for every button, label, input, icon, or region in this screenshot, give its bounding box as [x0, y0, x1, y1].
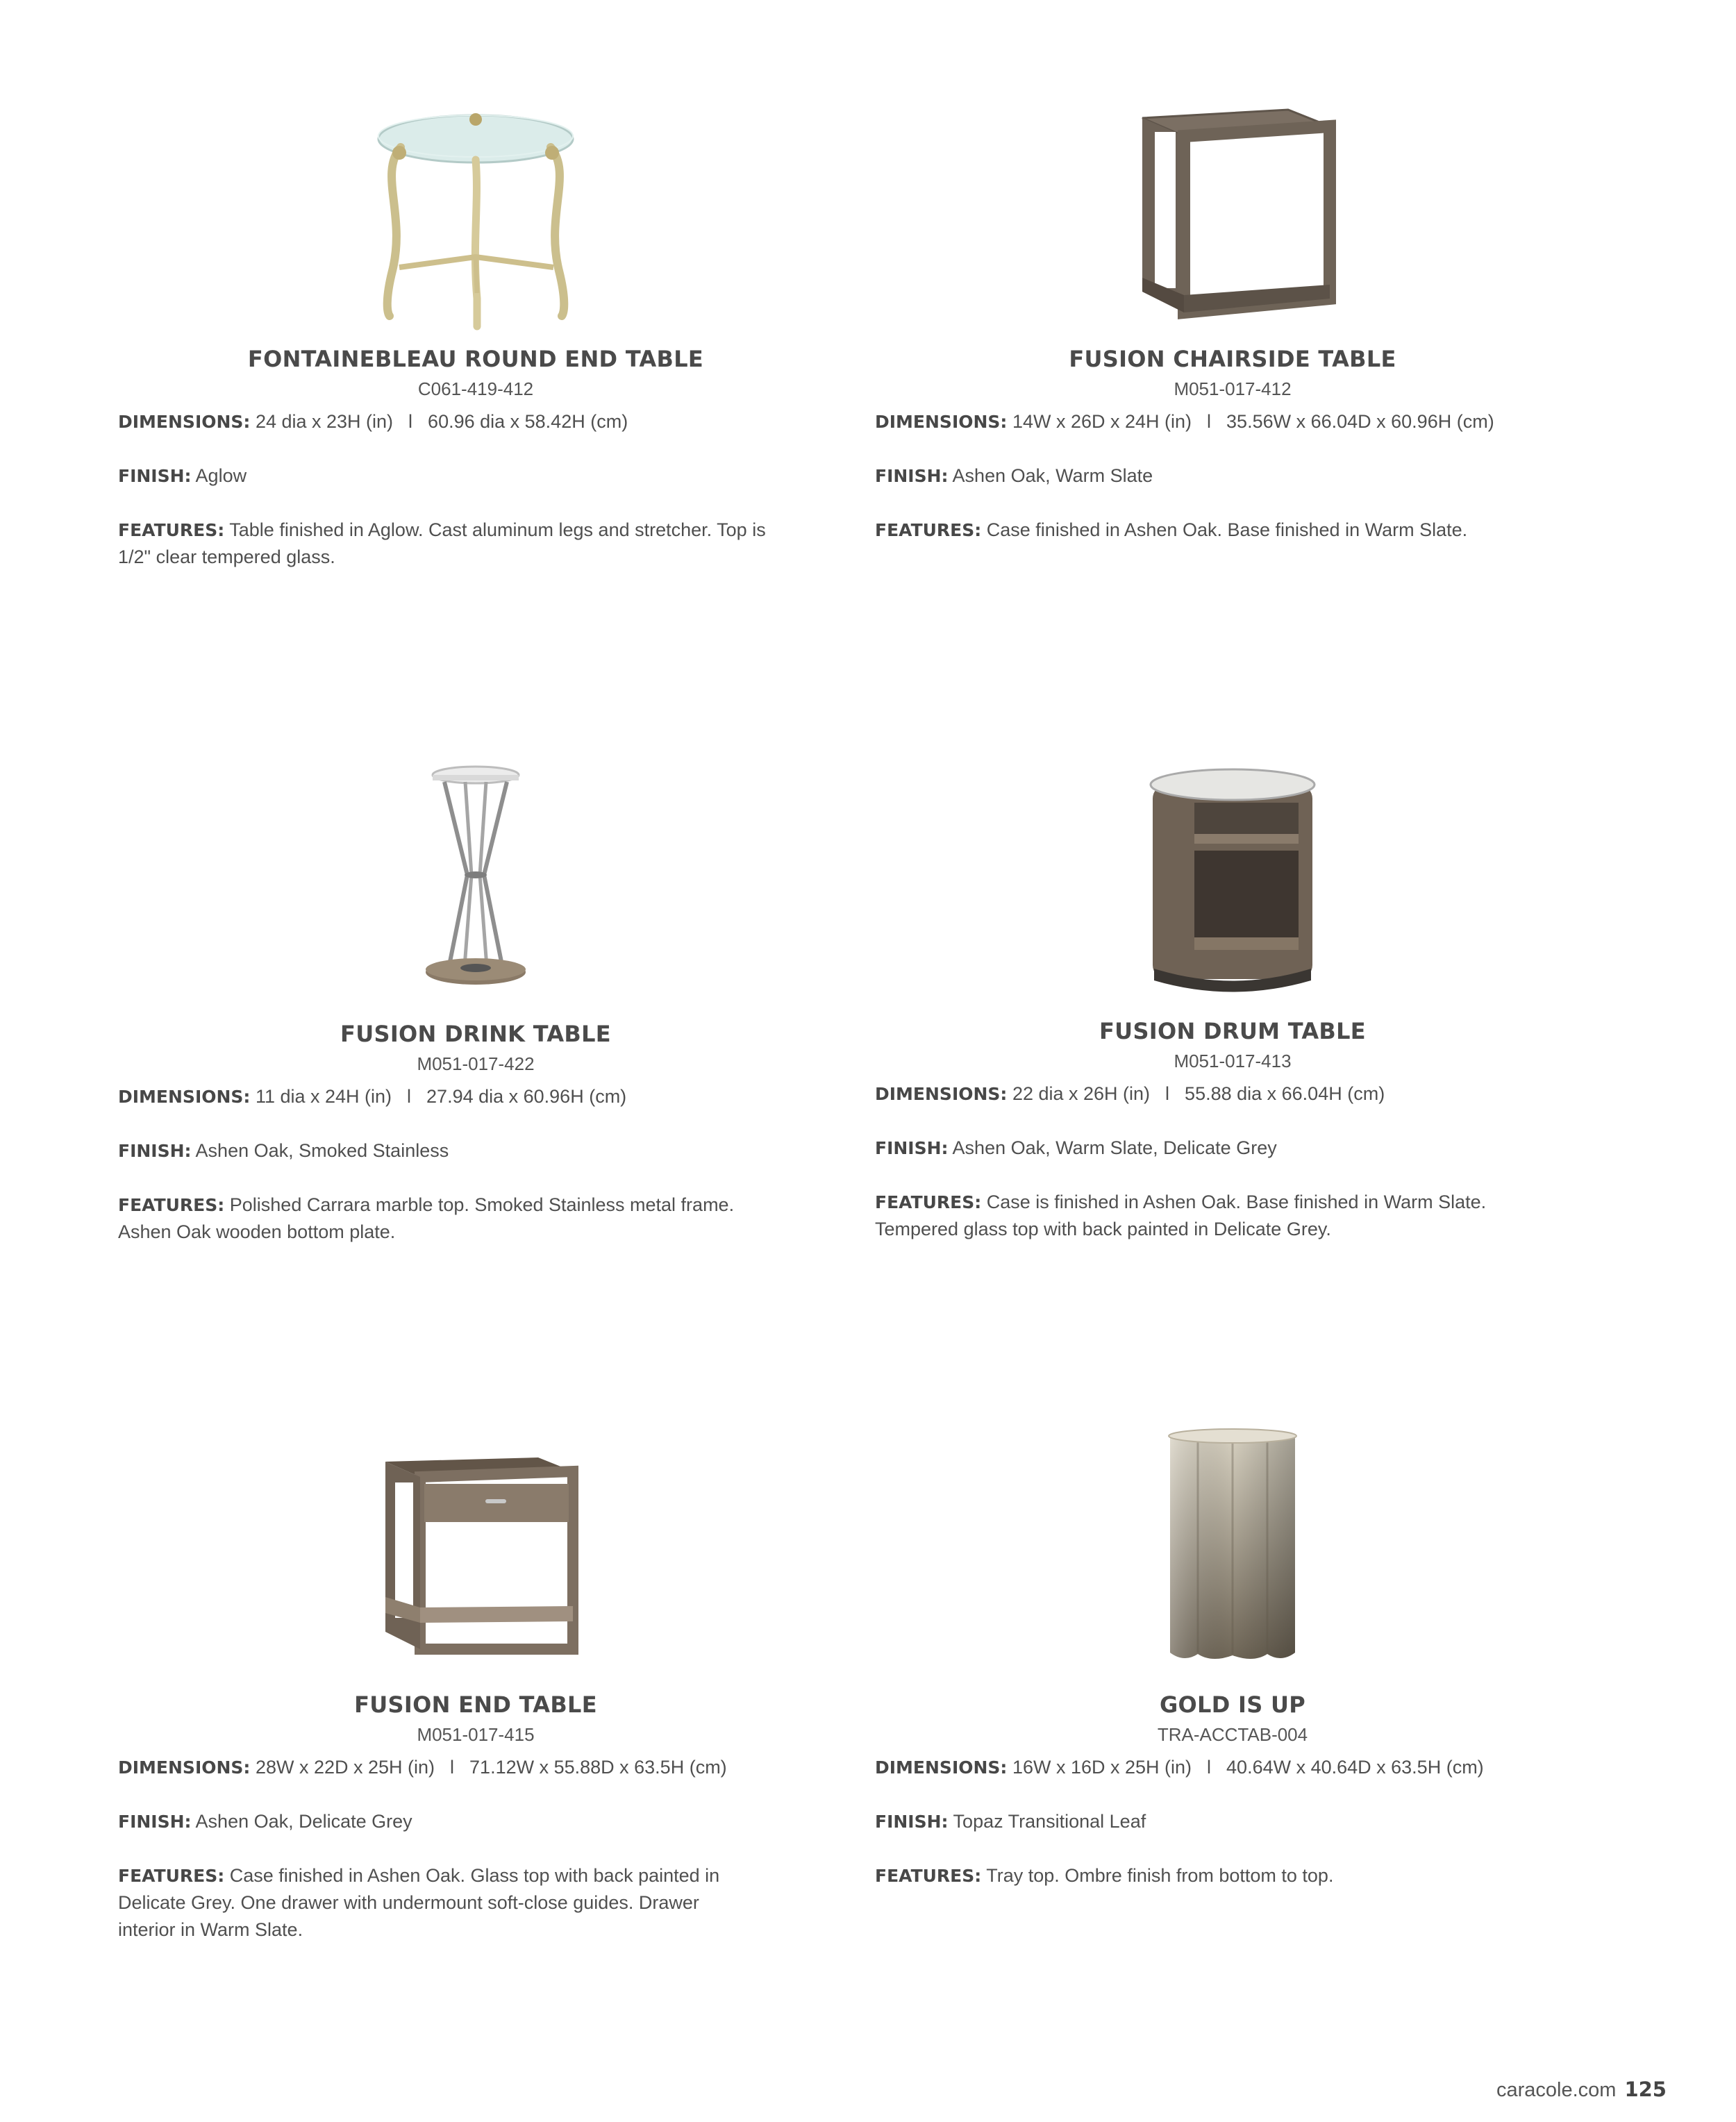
features-text: Tempered glass top with back painted in Delicate Grey.	[875, 1219, 1331, 1239]
finish-label: FINISH:	[875, 1812, 949, 1832]
product-fusion-drum	[875, 764, 1590, 1264]
finish-value: Ashen Oak, Warm Slate	[952, 465, 1153, 486]
product-fusion-chairside	[875, 90, 1590, 590]
finish-row	[875, 1808, 1590, 1835]
dimensions-row	[118, 1754, 833, 1781]
features-text: Case is finished in Ashen Oak. Base finished in Warm Slate.	[986, 1192, 1487, 1212]
glass-round-table-illustration	[358, 90, 594, 333]
features-label: FEATURES:	[875, 520, 982, 540]
dimensions-separator: l	[1165, 1083, 1170, 1104]
product-fontainebleau	[118, 90, 833, 590]
dimensions-in: 11 dia x 24H (in)	[255, 1086, 392, 1107]
product-sku: M051-017-413	[1174, 1051, 1292, 1071]
dimensions-cm: 60.96 dia x 58.42H (cm)	[428, 411, 628, 432]
finish-label: FINISH:	[118, 1812, 192, 1832]
dimensions-label: DIMENSIONS:	[118, 1087, 251, 1107]
finish-label: FINISH:	[118, 1141, 192, 1161]
product-fusion-end	[118, 1448, 833, 1975]
features-row	[875, 517, 1590, 544]
drink-table-illustration	[392, 764, 559, 1000]
features-text: Case finished in Ashen Oak. Glass top with back painted in	[229, 1865, 720, 1886]
finish-label: FINISH:	[875, 466, 949, 486]
finish-value: Topaz Transitional Leaf	[953, 1811, 1146, 1832]
features-text: interior in Warm Slate.	[118, 1919, 303, 1940]
features-text: Case finished in Ashen Oak. Base finished in Warm Slate.	[986, 519, 1468, 540]
features-row	[875, 1862, 1590, 1889]
product-image	[1115, 90, 1351, 333]
dimensions-separator: l	[407, 1086, 412, 1107]
site-link[interactable]: caracole.com	[1496, 2079, 1617, 2101]
dimensions-row	[118, 1083, 833, 1110]
product-gold-is-up	[875, 1423, 1590, 1951]
dimensions-in: 16W x 16D x 25H (in)	[1012, 1757, 1192, 1778]
gold-pedestal-illustration	[1156, 1423, 1309, 1666]
features-row	[875, 1189, 1590, 1243]
features-label: FEATURES:	[118, 520, 225, 540]
product-title: FUSION DRINK TABLE	[340, 1021, 611, 1047]
dimensions-in: 28W x 22D x 25H (in)	[255, 1757, 435, 1778]
finish-value: Ashen Oak, Warm Slate, Delicate Grey	[952, 1137, 1277, 1158]
product-sku: C061-419-412	[417, 378, 534, 399]
product-sku: TRA-ACCTAB-004	[1157, 1724, 1308, 1745]
features-row	[118, 1862, 833, 1944]
finish-row	[875, 462, 1590, 490]
finish-row	[118, 462, 833, 490]
dimensions-separator: l	[408, 411, 413, 432]
product-title: FUSION DRUM TABLE	[1099, 1018, 1366, 1044]
features-label: FEATURES:	[875, 1866, 982, 1886]
finish-row	[118, 1808, 833, 1835]
finish-value: Aglow	[195, 465, 247, 486]
chairside-table-illustration	[1115, 90, 1351, 333]
features-text: Delicate Grey. One drawer with undermount soft-close guides. Drawer	[118, 1892, 699, 1913]
end-table-illustration	[365, 1448, 587, 1656]
product-sku: M051-017-422	[417, 1053, 535, 1074]
dimensions-separator: l	[1207, 411, 1212, 432]
dimensions-label: DIMENSIONS:	[875, 1757, 1008, 1778]
page-number: 125	[1624, 2078, 1667, 2101]
features-text: Table finished in Aglow. Cast aluminum legs and stretcher. Top is	[229, 519, 766, 540]
finish-label: FINISH:	[875, 1138, 949, 1158]
dimensions-separator: l	[1207, 1757, 1212, 1778]
finish-label: FINISH:	[118, 466, 192, 486]
finish-value: Ashen Oak, Delicate Grey	[195, 1811, 412, 1832]
dimensions-in: 14W x 26D x 24H (in)	[1012, 411, 1192, 432]
dimensions-row	[875, 1080, 1590, 1108]
dimensions-row	[875, 408, 1590, 435]
dimensions-separator: l	[450, 1757, 455, 1778]
dimensions-label: DIMENSIONS:	[118, 1757, 251, 1778]
dimensions-cm: 55.88 dia x 66.04H (cm)	[1185, 1083, 1385, 1104]
product-title: GOLD IS UP	[1159, 1691, 1306, 1718]
finish-row	[875, 1135, 1590, 1162]
dimensions-label: DIMENSIONS:	[118, 412, 251, 432]
features-text: 1/2" clear tempered glass.	[118, 546, 335, 567]
drum-table-illustration	[1132, 764, 1333, 1000]
features-row	[118, 517, 833, 571]
dimensions-in: 24 dia x 23H (in)	[255, 411, 394, 432]
finish-row	[118, 1137, 833, 1164]
dimensions-in: 22 dia x 26H (in)	[1012, 1083, 1151, 1104]
product-title: FONTAINEBLEAU ROUND END TABLE	[247, 346, 704, 372]
product-title: FUSION CHAIRSIDE TABLE	[1069, 346, 1396, 372]
features-label: FEATURES:	[875, 1192, 982, 1212]
product-image	[358, 90, 594, 333]
product-image	[1132, 764, 1333, 1000]
finish-value: Ashen Oak, Smoked Stainless	[195, 1140, 449, 1161]
page-footer	[1496, 2078, 1667, 2102]
features-label: FEATURES:	[118, 1195, 225, 1215]
dimensions-cm: 71.12W x 55.88D x 63.5H (cm)	[469, 1757, 727, 1778]
dimensions-cm: 27.94 dia x 60.96H (cm)	[426, 1086, 627, 1107]
features-text: Ashen Oak wooden bottom plate.	[118, 1221, 396, 1242]
product-title: FUSION END TABLE	[354, 1691, 597, 1718]
product-image	[365, 1448, 587, 1656]
features-text: Tray top. Ombre finish from bottom to top.	[986, 1865, 1334, 1886]
product-sku: M051-017-412	[1174, 378, 1292, 399]
product-sku: M051-017-415	[417, 1724, 535, 1745]
product-image	[392, 764, 559, 1000]
dimensions-row	[118, 408, 833, 435]
product-image	[1156, 1423, 1309, 1666]
dimensions-cm: 35.56W x 66.04D x 60.96H (cm)	[1226, 411, 1494, 432]
dimensions-row	[875, 1754, 1590, 1781]
dimensions-label: DIMENSIONS:	[875, 412, 1008, 432]
features-label: FEATURES:	[118, 1866, 225, 1886]
features-row	[118, 1192, 833, 1246]
dimensions-label: DIMENSIONS:	[875, 1084, 1008, 1104]
dimensions-cm: 40.64W x 40.64D x 63.5H (cm)	[1226, 1757, 1484, 1778]
features-text: Polished Carrara marble top. Smoked Stainless metal frame.	[229, 1194, 735, 1215]
product-fusion-drink	[118, 764, 833, 1264]
